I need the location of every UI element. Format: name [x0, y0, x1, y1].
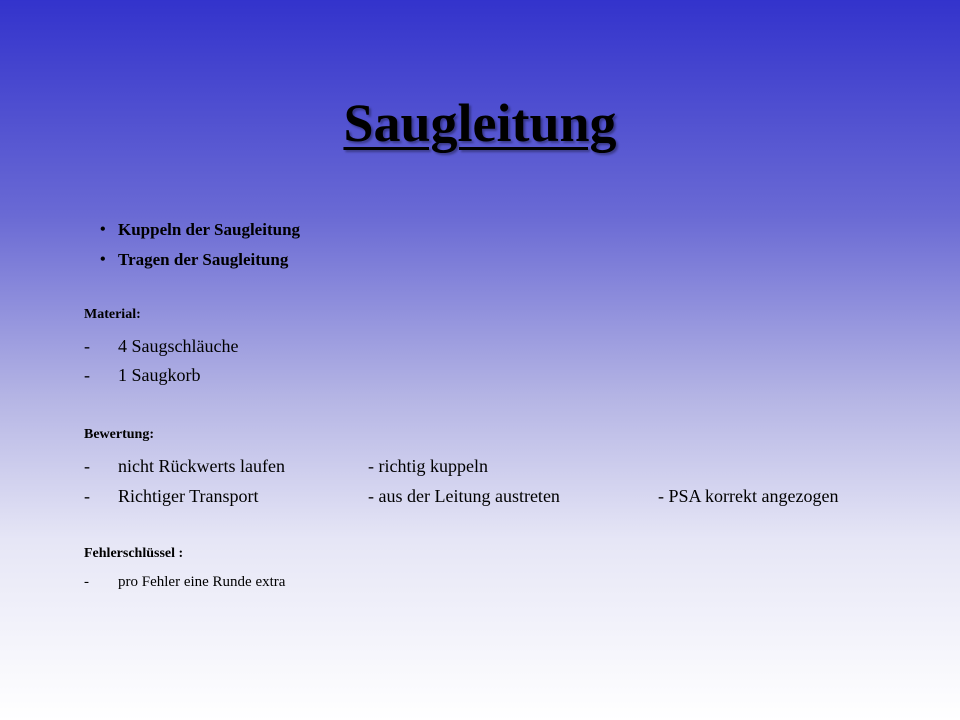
dash-marker: - — [84, 574, 89, 590]
dash-marker: - — [84, 456, 90, 476]
bullet-item — [100, 215, 300, 245]
bewertung-col2: - aus der Leitung austreten — [368, 486, 560, 506]
bewertung-row — [84, 486, 884, 507]
dash-marker: - — [84, 486, 90, 506]
bullet-text: Kuppeln der Saugleitung — [118, 220, 301, 239]
material-item-text: 4 Saugschläuche — [118, 336, 239, 356]
fehler-item — [84, 574, 285, 591]
bullet-item — [100, 245, 300, 275]
material-item — [84, 336, 238, 357]
bewertung-col1: nicht Rückwerts laufen — [118, 456, 285, 476]
bewertung-row — [84, 456, 884, 477]
dash-marker: - — [84, 365, 90, 385]
bewertung-label: Bewertung: — [84, 427, 154, 442]
bewertung-col3: - PSA korrekt angezogen — [658, 486, 839, 506]
material-item — [84, 365, 201, 386]
bullet-icon: • — [100, 251, 106, 268]
bullet-list — [100, 215, 300, 275]
bewertung-col1: Richtiger Transport — [118, 486, 259, 506]
material-item-text: 1 Saugkorb — [118, 365, 201, 385]
dash-marker: - — [84, 336, 90, 356]
bullet-icon: • — [100, 221, 106, 238]
slide-title: Saugleitung — [343, 93, 617, 153]
material-label: Material: — [84, 307, 141, 322]
fehler-label: Fehlerschlüssel : — [84, 546, 184, 561]
bewertung-col2: - richtig kuppeln — [368, 456, 488, 476]
bullet-text: Tragen der Saugleitung — [118, 250, 289, 269]
fehler-item-text: pro Fehler eine Runde extra — [118, 574, 286, 590]
